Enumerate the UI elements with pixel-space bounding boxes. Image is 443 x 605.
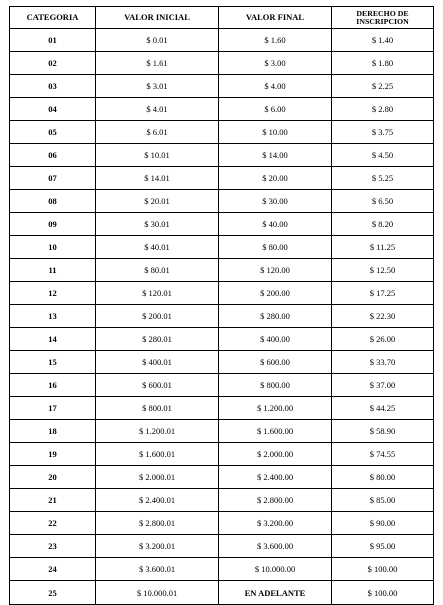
derecho-inscripcion-cell: $ 33.70 (332, 351, 434, 374)
categoria-cell: 22 (10, 512, 96, 535)
valor-inicial-cell: $ 3.01 (96, 75, 219, 98)
categoria-cell: 19 (10, 443, 96, 466)
table-row (10, 397, 434, 420)
valor-final-cell: $ 6.00 (219, 98, 332, 121)
valor-final-cell: $ 4.00 (219, 75, 332, 98)
categoria-cell: 04 (10, 98, 96, 121)
categoria-cell: 20 (10, 466, 96, 489)
valor-inicial-cell: $ 4.01 (96, 98, 219, 121)
derecho-inscripcion-cell: $ 90.00 (332, 512, 434, 535)
derecho-inscripcion-cell: $ 2.80 (332, 98, 434, 121)
valor-inicial-cell: $ 400.01 (96, 351, 219, 374)
table-row (10, 466, 434, 489)
valor-final-cell: $ 14.00 (219, 144, 332, 167)
categoria-cell: 24 (10, 558, 96, 581)
table-row (10, 52, 434, 75)
derecho-inscripcion-cell: $ 3.75 (332, 121, 434, 144)
derecho-inscripcion-cell: $ 1.80 (332, 52, 434, 75)
table-row (10, 190, 434, 213)
categoria-cell: 21 (10, 489, 96, 512)
categoria-cell: 12 (10, 282, 96, 305)
table-row (10, 535, 434, 558)
derecho-inscripcion-cell: $ 80.00 (332, 466, 434, 489)
valor-final-cell: $ 200.00 (219, 282, 332, 305)
valor-inicial-cell: $ 3.200.01 (96, 535, 219, 558)
derecho-inscripcion-cell: $ 2.25 (332, 75, 434, 98)
table-row (10, 489, 434, 512)
categoria-cell: 07 (10, 167, 96, 190)
valor-final-cell: EN ADELANTE (219, 581, 332, 605)
valor-inicial-cell: $ 14.01 (96, 167, 219, 190)
valor-final-cell: $ 30.00 (219, 190, 332, 213)
fee-table-container (9, 6, 433, 605)
fee-table (9, 6, 434, 605)
derecho-inscripcion-cell: $ 5.25 (332, 167, 434, 190)
valor-final-cell: $ 2.000.00 (219, 443, 332, 466)
categoria-cell: 03 (10, 75, 96, 98)
valor-final-cell: $ 800.00 (219, 374, 332, 397)
valor-inicial-cell: $ 120.01 (96, 282, 219, 305)
derecho-inscripcion-cell: $ 8.20 (332, 213, 434, 236)
valor-inicial-cell: $ 600.01 (96, 374, 219, 397)
table-row (10, 558, 434, 581)
derecho-inscripcion-cell: $ 17.25 (332, 282, 434, 305)
valor-inicial-cell: $ 1.61 (96, 52, 219, 75)
valor-final-cell: $ 3.200.00 (219, 512, 332, 535)
derecho-inscripcion-cell: $ 58.90 (332, 420, 434, 443)
valor-inicial-cell: $ 2.800.01 (96, 512, 219, 535)
derecho-inscripcion-cell: $ 85.00 (332, 489, 434, 512)
derecho-inscripcion-cell: $ 100.00 (332, 558, 434, 581)
derecho-inscripcion-cell: $ 6.50 (332, 190, 434, 213)
table-row (10, 29, 434, 52)
valor-inicial-cell: $ 80.01 (96, 259, 219, 282)
valor-final-cell: $ 1.600.00 (219, 420, 332, 443)
derecho-inscripcion-cell: $ 26.00 (332, 328, 434, 351)
derecho-inscripcion-cell: $ 12.50 (332, 259, 434, 282)
table-row (10, 328, 434, 351)
categoria-cell: 23 (10, 535, 96, 558)
derecho-inscripcion-cell: $ 4.50 (332, 144, 434, 167)
valor-inicial-cell: $ 1.200.01 (96, 420, 219, 443)
categoria-cell: 10 (10, 236, 96, 259)
header-categoria: CATEGORIA (10, 7, 96, 29)
valor-inicial-cell: $ 200.01 (96, 305, 219, 328)
categoria-cell: 01 (10, 29, 96, 52)
derecho-inscripcion-cell: $ 11.25 (332, 236, 434, 259)
categoria-cell: 08 (10, 190, 96, 213)
table-row (10, 259, 434, 282)
derecho-inscripcion-cell: $ 100.00 (332, 581, 434, 605)
table-row (10, 282, 434, 305)
valor-final-cell: $ 10.00 (219, 121, 332, 144)
table-row (10, 374, 434, 397)
valor-final-cell: $ 1.200.00 (219, 397, 332, 420)
categoria-cell: 11 (10, 259, 96, 282)
header-valor-inicial: VALOR INICIAL (96, 7, 219, 29)
table-row (10, 420, 434, 443)
table-row (10, 75, 434, 98)
valor-inicial-cell: $ 0.01 (96, 29, 219, 52)
derecho-inscripcion-cell: $ 74.55 (332, 443, 434, 466)
valor-inicial-cell: $ 10.000.01 (96, 581, 219, 605)
valor-final-cell: $ 40.00 (219, 213, 332, 236)
categoria-cell: 14 (10, 328, 96, 351)
categoria-cell: 18 (10, 420, 96, 443)
table-row (10, 144, 434, 167)
categoria-cell: 02 (10, 52, 96, 75)
categoria-cell: 16 (10, 374, 96, 397)
valor-inicial-cell: $ 280.01 (96, 328, 219, 351)
valor-final-cell: $ 1.60 (219, 29, 332, 52)
valor-final-cell: $ 10.000.00 (219, 558, 332, 581)
categoria-cell: 25 (10, 581, 96, 605)
table-row (10, 236, 434, 259)
valor-inicial-cell: $ 2.000.01 (96, 466, 219, 489)
table-row (10, 121, 434, 144)
valor-inicial-cell: $ 3.600.01 (96, 558, 219, 581)
categoria-cell: 17 (10, 397, 96, 420)
categoria-cell: 13 (10, 305, 96, 328)
categoria-cell: 06 (10, 144, 96, 167)
table-header (10, 7, 434, 29)
table-row (10, 167, 434, 190)
valor-inicial-cell: $ 30.01 (96, 213, 219, 236)
valor-inicial-cell: $ 2.400.01 (96, 489, 219, 512)
header-valor-final: VALOR FINAL (219, 7, 332, 29)
table-row (10, 305, 434, 328)
valor-inicial-cell: $ 20.01 (96, 190, 219, 213)
table-row (10, 98, 434, 121)
valor-final-cell: $ 3.00 (219, 52, 332, 75)
header-row (10, 7, 434, 29)
derecho-inscripcion-cell: $ 44.25 (332, 397, 434, 420)
valor-inicial-cell: $ 10.01 (96, 144, 219, 167)
derecho-inscripcion-cell: $ 37.00 (332, 374, 434, 397)
table-row (10, 351, 434, 374)
table-row (10, 581, 434, 605)
categoria-cell: 15 (10, 351, 96, 374)
valor-final-cell: $ 2.400.00 (219, 466, 332, 489)
derecho-inscripcion-cell: $ 1.40 (332, 29, 434, 52)
valor-final-cell: $ 2.800.00 (219, 489, 332, 512)
valor-final-cell: $ 3.600.00 (219, 535, 332, 558)
derecho-inscripcion-cell: $ 22.30 (332, 305, 434, 328)
valor-final-cell: $ 400.00 (219, 328, 332, 351)
categoria-cell: 05 (10, 121, 96, 144)
valor-final-cell: $ 280.00 (219, 305, 332, 328)
valor-inicial-cell: $ 800.01 (96, 397, 219, 420)
table-body (10, 29, 434, 605)
valor-final-cell: $ 120.00 (219, 259, 332, 282)
table-row (10, 213, 434, 236)
derecho-inscripcion-cell: $ 95.00 (332, 535, 434, 558)
valor-inicial-cell: $ 1.600.01 (96, 443, 219, 466)
header-derecho-inscripcion: DERECHO DE INSCRIPCION (332, 7, 434, 29)
valor-final-cell: $ 20.00 (219, 167, 332, 190)
valor-inicial-cell: $ 6.01 (96, 121, 219, 144)
valor-final-cell: $ 600.00 (219, 351, 332, 374)
valor-inicial-cell: $ 40.01 (96, 236, 219, 259)
categoria-cell: 09 (10, 213, 96, 236)
table-row (10, 443, 434, 466)
table-row (10, 512, 434, 535)
valor-final-cell: $ 80.00 (219, 236, 332, 259)
